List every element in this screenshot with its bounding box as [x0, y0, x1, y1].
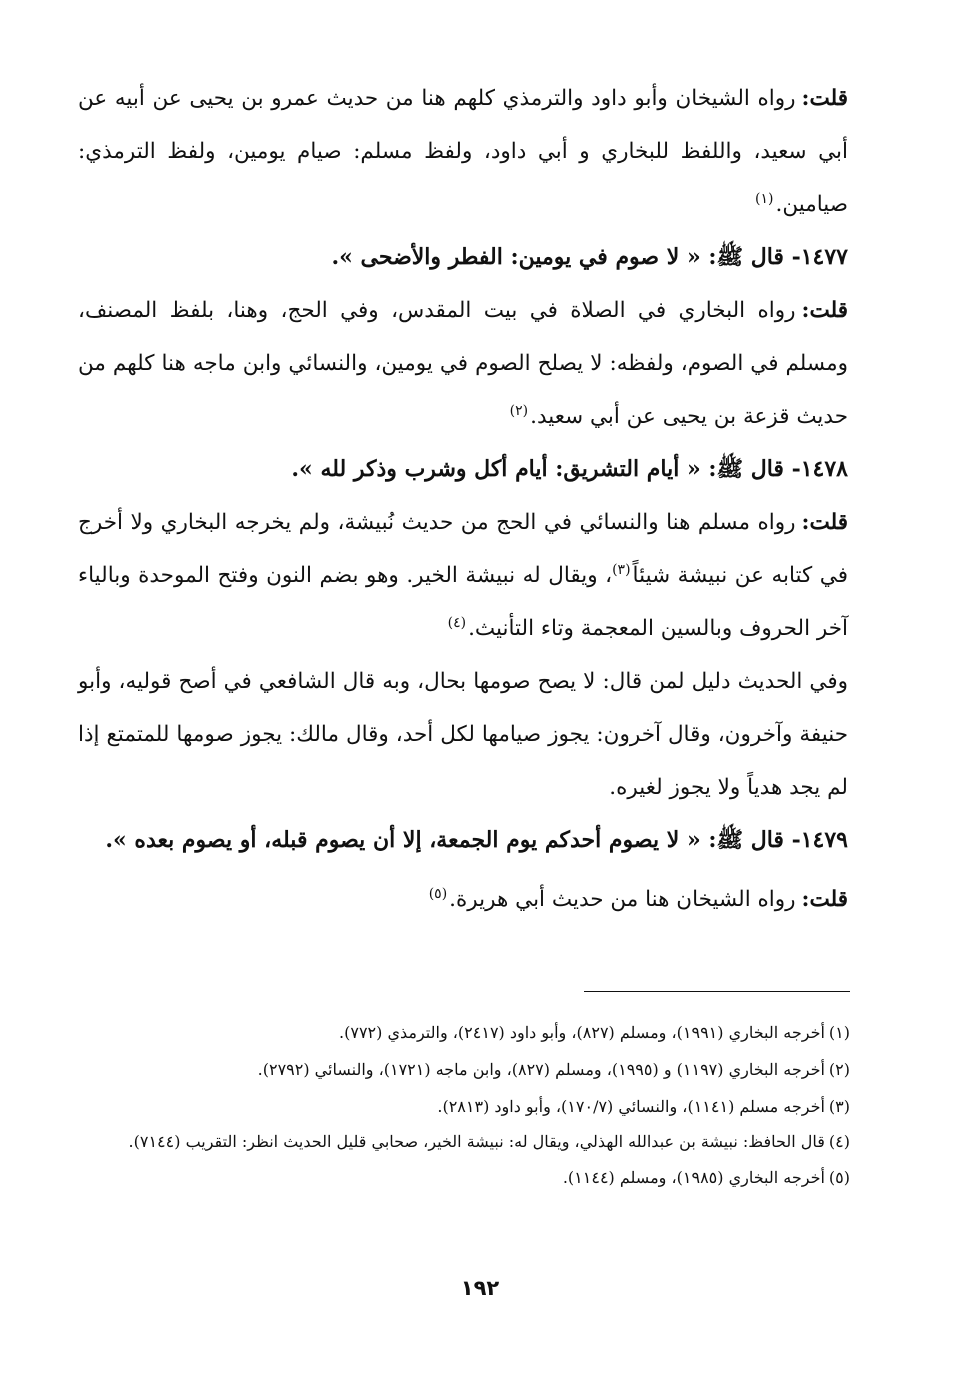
paragraph-qult-3 — [78, 496, 848, 655]
footnote-text: أخرجه البخاري (١١٩٧) و (١٩٩٥)، ومسلم (٨٢٧)، وابن ماجه (١٧٢١)، والنسائي (٢٧٩٢). — [257, 1060, 825, 1079]
footnote-number: (٤) — [828, 1132, 850, 1151]
paragraph-text: رواه الشيخان هنا من حديث أبي هريرة. — [449, 887, 796, 912]
paragraph-lead: قلت: — [801, 86, 848, 111]
page-number: ١٩٢ — [460, 1276, 500, 1300]
footnote-reference[interactable]: (٥) — [428, 885, 448, 902]
footnote-number: (٥) — [828, 1168, 850, 1187]
paragraph-text: رواه الشيخان وأبو داود والترمذي كلهم هنا من حديث عمرو بن يحيى عن أبيه عن أبي سعيد، واللفظ للبخاري و أبي داود، ولفظ مسلم: صيام يومين، ولفظ الترمذي: صيامين. — [78, 86, 848, 217]
footnote-text: أخرجه مسلم (١١٤١)، والنسائي (١٧٠/٧)، وأبو داود (٢٨١٣). — [437, 1097, 825, 1116]
paragraph-lead: قلت: — [801, 298, 848, 323]
paragraph-text: رواه مسلم هنا والنسائي في الحج من حديث نُبيشة، ولم يخرجه البخاري ولا أخرج في كتابه عن نبيشة شيئاً — [78, 510, 848, 588]
footnote-separator — [584, 991, 850, 992]
footnote-3 — [80, 1088, 850, 1125]
paragraph-lead: قلت: — [801, 887, 848, 912]
footnote-number: (٣) — [828, 1097, 850, 1116]
footnote-text: قال الحافظ: نبيشة بن عبدالله الهذلي، ويقال له: نبيشة الخير، صحابي قليل الحديث انظر: التقريب (٧١٤٤). — [128, 1132, 825, 1151]
footnote-reference[interactable]: (٣) — [612, 561, 631, 578]
hadith-1477: ١٤٧٧- قال ﷺ: « لا صوم في يومين: الفطر والأضحى ». — [331, 244, 848, 270]
footnote-2 — [80, 1051, 850, 1088]
footnote-4 — [80, 1125, 850, 1159]
hadith-1478: ١٤٧٨- قال ﷺ: « أيام التشريق: أيام أكل وشرب وذكر لله ». — [291, 456, 848, 482]
footnote-reference[interactable]: (١) — [755, 190, 774, 207]
footnote-1 — [80, 1014, 850, 1051]
main-text — [78, 72, 848, 926]
footnote-reference[interactable]: (٤) — [447, 614, 467, 631]
footnotes — [80, 1014, 850, 1196]
paragraph-text-continued: ، ويقال له نبيشة الخير. وهو بضم النون وفتح الموحدة وبالياء آخر الحروف وبالسين المعجمة وتاء التأنيث. — [78, 563, 848, 641]
paragraph-qult-1 — [78, 72, 848, 231]
paragraph-qult-2 — [78, 284, 848, 443]
paragraph-text: رواه البخاري في الصلاة في بيت المقدس، وفي الحج، وهنا، بلفظ المصنف، ومسلم في الصوم، ولفظه: لا يصلح الصوم في يومين، والنسائي وابن ماجه هنا كلهم من حديث قزعة بن يحيى عن أبي سعيد. — [78, 298, 848, 429]
footnote-text: أخرجه البخاري (١٩٨٥)، ومسلم (١١٤٤). — [562, 1168, 825, 1187]
hadith-1479: ١٤٧٩- قال ﷺ: « لا يصوم أحدكم يوم الجمعة، إلا أن يصوم قبله، أو يصوم بعده ». — [105, 827, 848, 853]
paragraph-qult-4 — [78, 873, 848, 926]
paragraph-commentary — [78, 655, 848, 814]
footnote-number: (١) — [828, 1023, 850, 1042]
footnote-number: (٢) — [828, 1060, 850, 1079]
paragraph-text: وفي الحديث دليل لمن قال: لا يصح صومها بحال، وبه قال الشافعي في أصح قوليه، وأبو حنيفة وآخرون، وقال آخرون: يجوز صيامها لكل أحد، وقال مالك: يجوز صومها للمتمتع إذا لم يجد هدياً ولا يجوز لغيره. — [78, 669, 848, 800]
footnote-text: أخرجه البخاري (١٩٩١)، ومسلم (٨٢٧)، وأبو داود (٢٤١٧)، والترمذي (٧٧٢). — [339, 1023, 825, 1042]
paragraph-lead: قلت: — [801, 510, 848, 535]
footnote-reference[interactable]: (٢) — [509, 402, 529, 419]
footnote-5 — [80, 1159, 850, 1196]
